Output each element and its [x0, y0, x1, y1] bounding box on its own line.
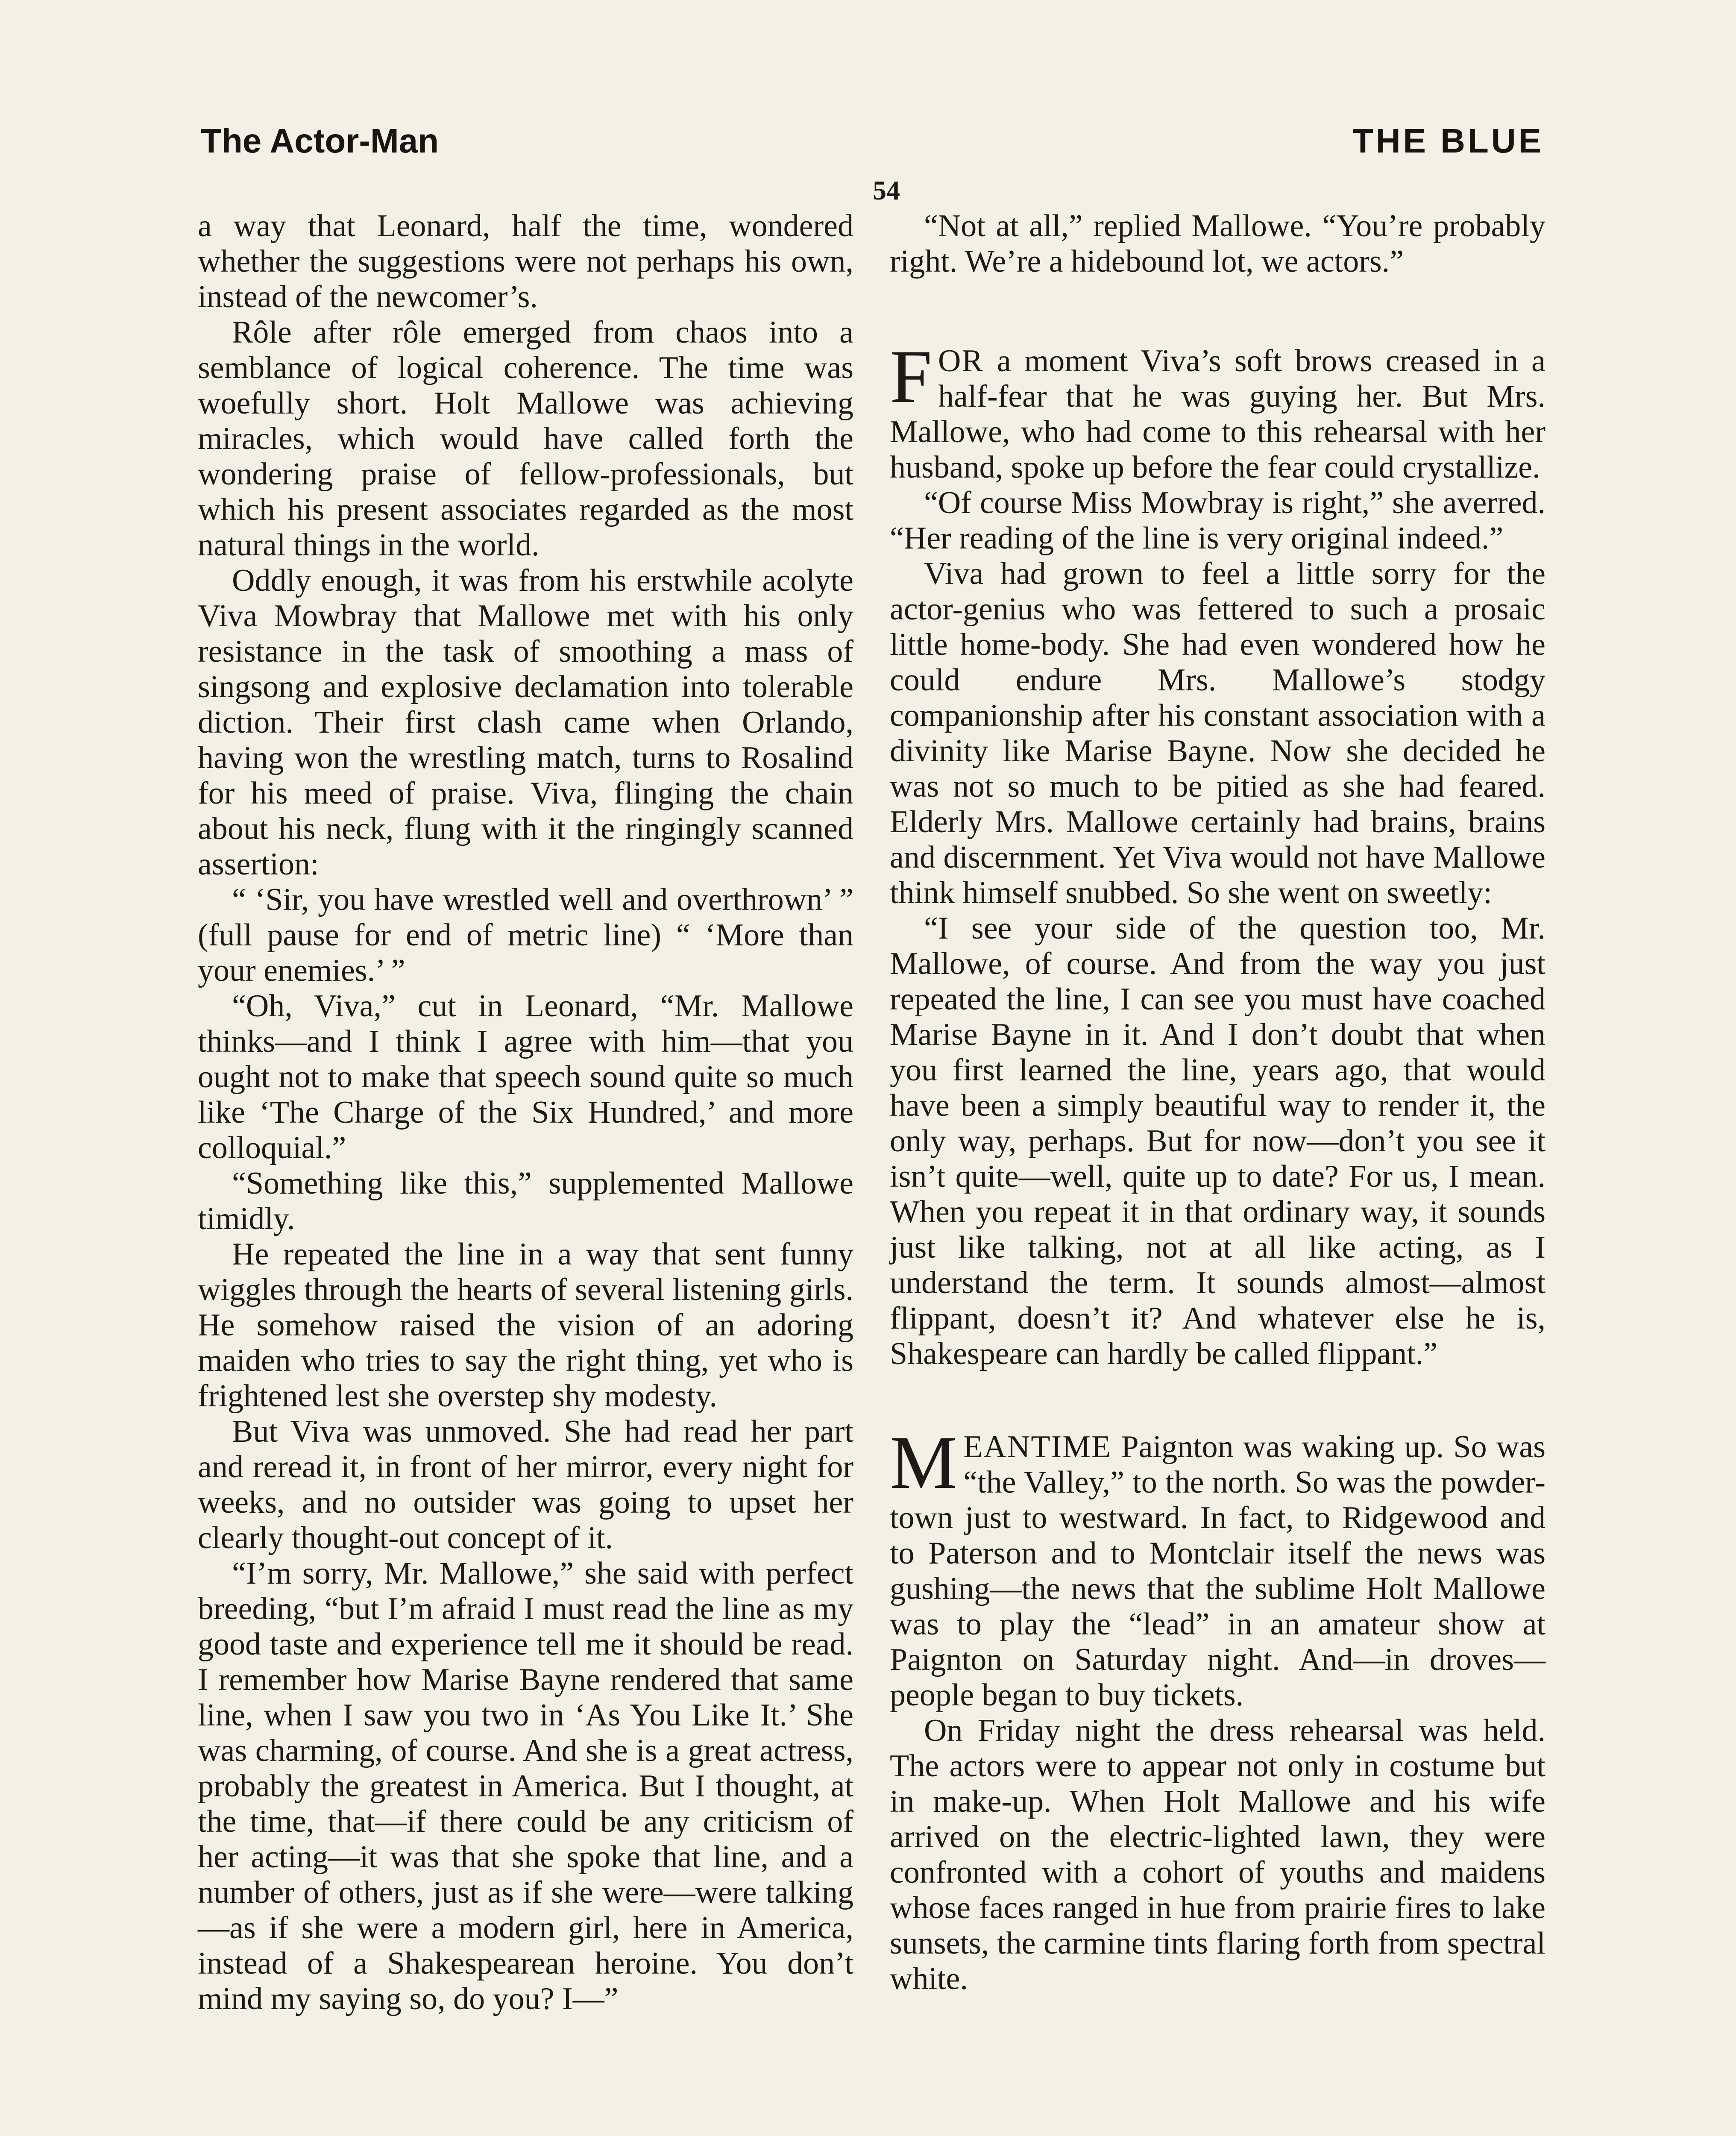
paragraph: Oddly enough, it was from his erstwhile acolyte Viva Mowbray that Mallowe met with his only resistance in the task of smoothing a mass of singsong and explosive declamation into tolerable diction. Their first clash came when Orlando, having won the wrestling match, turns to Rosalind for his meed of praise. Viva, flinging the chain about his neck, flung with it the ringingly scanned assertion:	[198, 563, 853, 882]
paragraph: “Something like this,” supplemented Mallowe timidly.	[198, 1166, 853, 1236]
section-text: Paignton was waking up. So was “the Valley,” to the north. So was the powder-town just to westward. In fact, to Ridgewood and to Paterson and to Montclair itself the news was gushing—the news that the sublime Holt Mallowe was to play the “lead” in an amateur show at Paignton on Saturday night. And—in droves—people began to buy tickets.	[890, 1429, 1545, 1713]
paragraph: “I’m sorry, Mr. Mallowe,” she said with perfect breeding, “but I’m afraid I must read the line as my good taste and experience tell me it should be read. I remember how Marise Bayne rendered that same line, when I saw you two in ‘As You Like It.’ She was charming, of course. And she is a great actress, probably the greatest in America. But I thought, at the time, that—if there could be any criticism of her acting—it was that she spoke that line, and a number of others, just as if she were—were talking—as if she were a modern girl, here in America, instead of a Shakespearean heroine. You don’t mind my saying so, do you? I—”	[198, 1556, 853, 2016]
paragraph: On Friday night the dress rehearsal was held. The actors were to appear not only in costume but in make-up. When Holt Mallowe and his wife arrived on the electric-lighted lawn, they were confronted with a cohort of youths and maidens whose faces ranged in hue from prairie fires to lake sunsets, the carmine tints flaring forth from spectral white.	[890, 1713, 1545, 1996]
left-text-column	[198, 208, 853, 2017]
lead-in-caps: EANTIME	[963, 1429, 1112, 1464]
paragraph: Viva had grown to feel a little sorry for the actor-genius who was fettered to such a prosaic little home-body. She had even wondered how he could endure Mrs. Mallowe’s stodgy companionship after his constant association with a divinity like Marise Bayne. Now she decided he was not so much to be pitied as she had feared. Elderly Mrs. Mallowe certainly had brains, brains and discernment. Yet Viva would not have Mallowe think himself snubbed. So she went on sweetly:	[890, 556, 1545, 910]
paragraph: But Viva was unmoved. She had read her part and reread it, in front of her mirror, every night for weeks, and no outsider was going to upset her clearly thought-out concept of it.	[198, 1414, 853, 1555]
section-text: a moment Viva’s soft brows creased in a half-fear that he was guying her. But Mrs. Mallowe, who had come to this rehearsal with her husband, spoke up before the fear could crystallize.	[890, 343, 1545, 485]
right-text-column	[890, 208, 1545, 1997]
paragraph: “Not at all,” replied Mallowe. “You’re probably right. We’re a hidebound lot, we actors.”	[890, 208, 1545, 279]
paragraph: “ ‘Sir, you have wrestled well and overthrown’ ” (full pause for end of metric line) “ ‘More than your enemies.’ ”	[198, 882, 853, 988]
drop-cap: F	[890, 334, 932, 419]
magazine-title-header: THE BLUE	[1352, 122, 1544, 160]
paragraph: “I see your side of the question too, Mr. Mallowe, of course. And from the way you just repeated the line, I can see you must have coached Marise Bayne in it. And I don’t doubt that when you first learned the line, years ago, that would have been a simply beautiful way to render it, the only way, perhaps. But for now—don’t you see it isn’t quite—well, quite up to date? For us, I mean. When you repeat it in that ordinary way, it sounds just like talking, not at all like acting, as I understand the term. It sounds almost—almost flippant, doesn’t it? And whatever else he is, Shakespeare can hardly be called flippant.”	[890, 911, 1545, 1371]
page-number: 54	[873, 175, 900, 205]
lead-in-caps: OR	[938, 343, 984, 378]
paragraph: He repeated the line in a way that sent funny wiggles through the hearts of several listening girls. He somehow raised the vision of an adoring maiden who tries to say the right thing, yet who is frightened lest she overstep shy modesty.	[198, 1237, 853, 1414]
drop-cap: M	[890, 1420, 958, 1505]
paragraph: “Oh, Viva,” cut in Leonard, “Mr. Mallowe thinks—and I think I agree with him—that you ought not to make that speech sound quite so much like ‘The Charge of the Six Hundred,’ and more colloquial.”	[198, 989, 853, 1165]
paragraph: a way that Leonard, half the time, wondered whether the suggestions were not perhaps his own, instead of the newcomer’s.	[198, 208, 853, 314]
section-opening-paragraph	[890, 1420, 1545, 1713]
section-opening-paragraph	[890, 334, 1545, 485]
story-title-header: The Actor-Man	[201, 122, 439, 160]
paragraph: “Of course Miss Mowbray is right,” she averred. “Her reading of the line is very original indeed.”	[890, 485, 1545, 556]
paragraph: Rôle after rôle emerged from chaos into a semblance of logical coherence. The time was woefully short. Holt Mallowe was achieving miracles, which would have called forth the wondering praise of fellow-professionals, but which his present associates regarded as the most natural things in the world.	[198, 315, 853, 563]
